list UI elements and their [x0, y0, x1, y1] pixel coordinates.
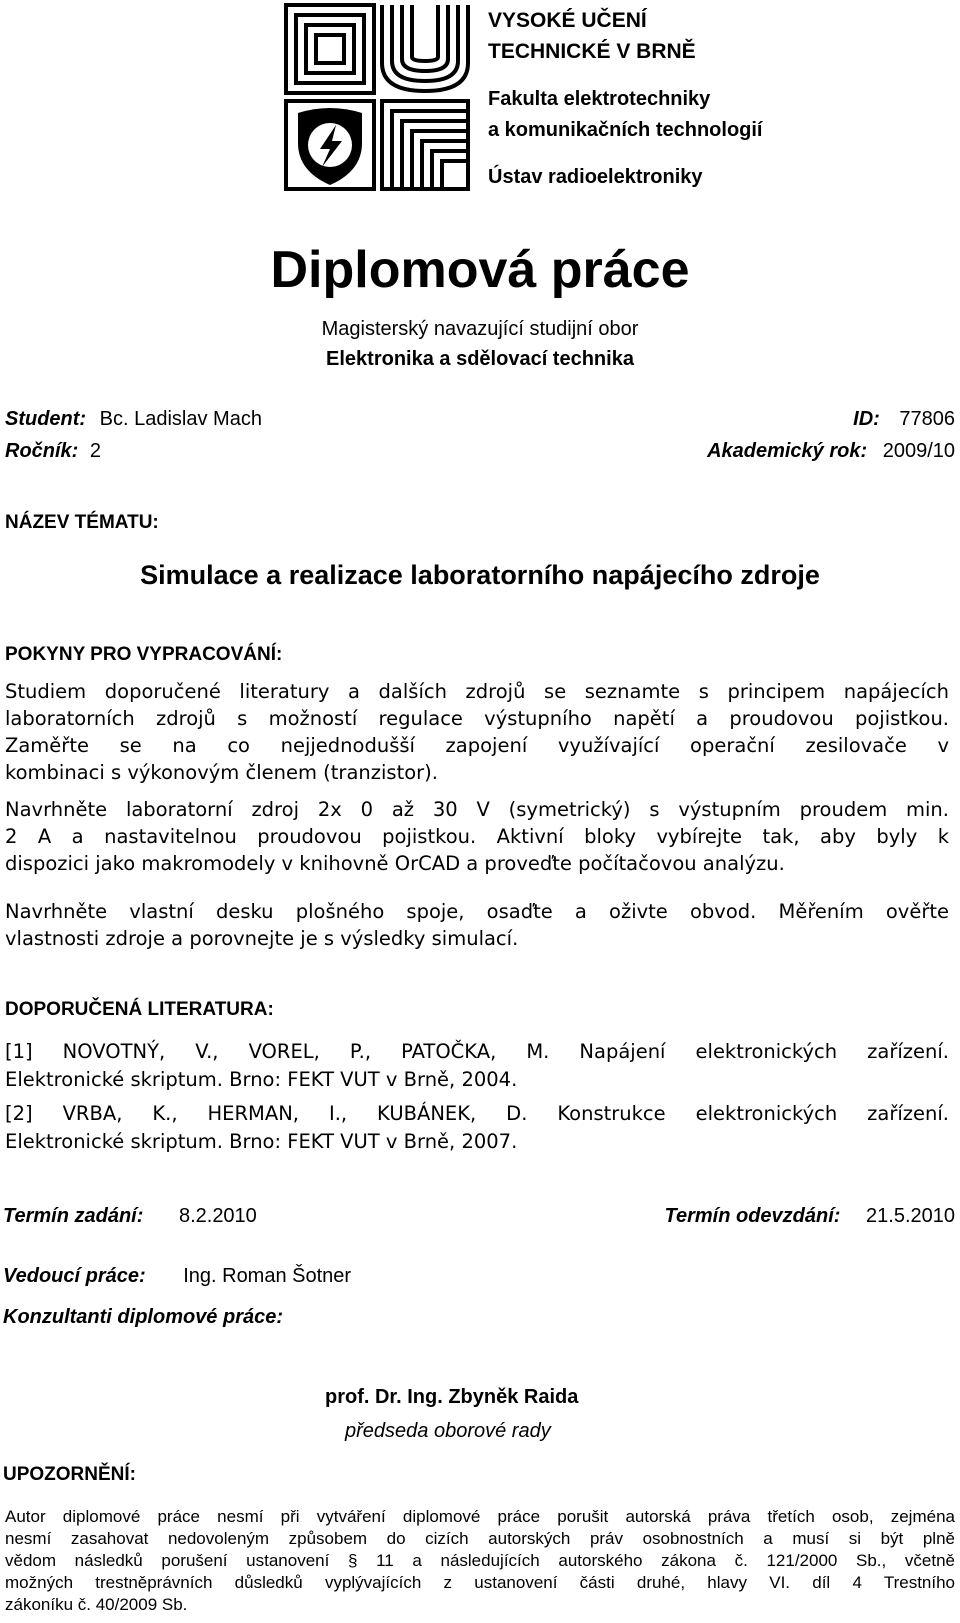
study-field: Elektronika a sdělovací technika: [326, 348, 634, 370]
id-label: ID:: [853, 408, 880, 430]
academic-year-value: 2009/10: [882, 440, 955, 462]
notice-line: zákoníku č. 40/2009 Sb.: [5, 1595, 188, 1614]
instructions-line: kombinaci s výkonovým členem (tranzistor).: [5, 761, 438, 784]
university-logo: [284, 3, 472, 193]
faculty-name-line1: Fakulta elektrotechniky: [488, 88, 711, 110]
year-label: Ročník:: [5, 440, 79, 462]
literature-label: DOPORUČENÁ LITERATURA:: [5, 999, 274, 1020]
due-date: 21.5.2010: [866, 1205, 955, 1227]
instructions-line: laboratorních zdrojů s možností regulace výstupního napětí a proudovou pojistkou.: [5, 707, 949, 730]
academic-year-label: Akademický rok:: [707, 440, 868, 462]
instructions-line: 2 A a nastavitelnou proudovou pojistkou. Aktivní bloky vybírejte tak, aby byly k: [5, 825, 949, 848]
institute-name: Ústav radioelektroniky: [488, 166, 703, 188]
notice-line: možných trestněprávních důsledků vyplývajících z ustanovení části druhé, hlavy VI. díl 4 Trestního: [5, 1573, 955, 1592]
instructions-line: Navrhněte vlastní desku plošného spoje, osaďte a oživte obvod. Měřením ověřte: [5, 900, 949, 923]
notice-line: Autor diplomové práce nesmí při vytváření diplomové práce porušit autorská práva třetích osob, zejména: [5, 1507, 955, 1526]
instructions-line: Studiem doporučené literatury a dalších zdrojů se seznamte s principem napájecích: [5, 680, 949, 703]
year-value: 2: [89, 440, 102, 462]
instructions-label: POKYNY PRO VYPRACOVÁNÍ:: [5, 644, 283, 665]
assigned-label: Termín zadání:: [3, 1205, 144, 1227]
topic-label: NÁZEV TÉMATU:: [5, 512, 159, 533]
chair-name: prof. Dr. Ing. Zbyněk Raida: [325, 1386, 579, 1408]
student-label: Student:: [5, 408, 87, 430]
supervisor-label: Vedoucí práce:: [3, 1265, 146, 1287]
notice-line: vědom následků porušení ustanovení § 11 a následujících autorského zákona č. 121/2000 Sb., včetně: [5, 1551, 955, 1570]
literature-reference: Elektronické skriptum. Brno: FEKT VUT v Brně, 2007.: [5, 1130, 518, 1153]
literature-reference: [2] VRBA, K., HERMAN, I., KUBÁNEK, D. Konstrukce elektronických zařízení.: [5, 1102, 949, 1125]
chair-role: předseda oborové rady: [345, 1420, 551, 1442]
instructions-line: Navrhněte laboratorní zdroj 2x 0 až 30 V (symetrický) s výstupním proudem min.: [5, 798, 949, 821]
topic-title: Simulace a realizace laboratorního napájecího zdroje: [140, 560, 820, 590]
instructions-line: vlastnosti zdroje a porovnejte je s výsledky simulací.: [5, 927, 519, 950]
student-name: Bc. Ladislav Mach: [99, 408, 262, 430]
supervisor-name: Ing. Roman Šotner: [183, 1265, 352, 1287]
faculty-name-line2: a komunikačních technologií: [488, 119, 763, 141]
literature-reference: [1] NOVOTNÝ, V., VOREL, P., PATOČKA, M. Napájení elektronických zařízení.: [5, 1040, 949, 1063]
notice-label: UPOZORNĚNÍ:: [3, 1464, 136, 1485]
instructions-line: Zaměřte se na co nejjednodušší zapojení využívající operační zesilovače v: [5, 734, 949, 757]
literature-reference: Elektronické skriptum. Brno: FEKT VUT v Brně, 2004.: [5, 1068, 518, 1091]
consultants-label: Konzultanti diplomové práce:: [3, 1306, 284, 1328]
due-row: [665, 1205, 956, 1228]
academic-year-row: [707, 440, 955, 463]
supervisor-row: [3, 1265, 351, 1288]
year-row: [5, 440, 101, 463]
page-title: Diplomová práce: [270, 241, 690, 299]
university-name-line1: VYSOKÉ UČENÍ: [488, 9, 647, 32]
notice-line: nesmí zasahovat nedovoleným způsobem do cizích autorských práv osobnostních a musí si být plně: [5, 1529, 955, 1548]
university-name-line2: TECHNICKÉ V BRNĚ: [488, 40, 696, 63]
id-row: [853, 408, 955, 431]
assigned-row: [3, 1205, 257, 1228]
due-label: Termín odevzdání:: [664, 1205, 841, 1227]
instructions-line: dispozici jako makromodely v knihovně OrCAD a proveďte počítačovou analýzu.: [5, 852, 785, 875]
id-value: 77806: [899, 408, 955, 430]
assigned-date: 8.2.2010: [178, 1205, 257, 1227]
student-row: [5, 408, 262, 431]
study-program: Magisterský navazující studijní obor: [321, 318, 639, 340]
